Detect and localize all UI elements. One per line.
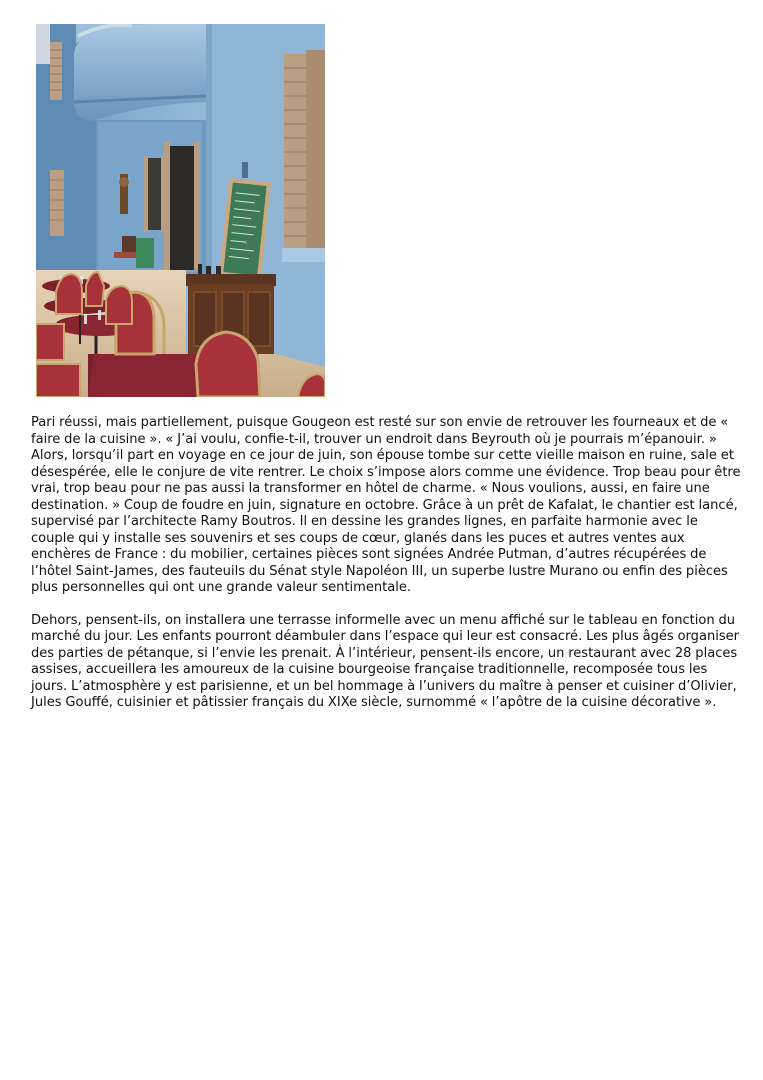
doorway <box>169 146 195 270</box>
article-body <box>31 415 741 712</box>
shutter-right-2 <box>306 50 325 250</box>
article-paragraph-2: Dehors, pensent-ils, on installera une terrasse informelle avec un menu affiché sur le tableau en fonction du marché du jour. Les enfants pourront déambuler dans l’espace qui leur est consacré. Les plus âgés organiser des parties de pétanque, si l’envie les prenait. À l’intérieur, pensent-ils encore, un restaurant avec 28 places assises, accueillera les amoureux de la cuisine bourgeoise française traditionnelle, recomposée tous les jours. L’atmosphère y est parisienne, et un bel hommage à l’univers du maître à penser et cuisiner d’Olivier, Jules Gouffé, cuisinier et pâtissier français du XIXe siècle, surnommé « l’apôtre de la cuisine décorative ». <box>31 612 740 710</box>
article-paragraph-1: Pari réussi, mais partiellement, puisque Gougeon est resté sur son envie de retrouver les fourneaux et de « faire de la cuisine ». « J’ai voulu, confie-t-il, trouver un endroit dans Beyrouth où je pourrais m’épanouir. » Alors, lorsqu’il part en voyage en ce jour de juin, son épouse tombe sur cette vieille maison en ruine, sale et désespérée, elle le conjure de vite rentrer. Le choix s’impose alors comme une évidence. Trop beau pour être vrai, trop beau pour ne pas aussi la transformer en hôtel de charme. « Nous voulions, aussi, en faire une destination. » Coup de foudre en juin, signature en octobre. Grâce à un prêt de Kafalat, le chantier est lancé, supervisé par l’architecte Ramy Boutros. Il en dessine les grandes lignes, en parfaite harmonie avec le couple qui y installe ses souvenirs et ses coups de cœur, glanés dans les puces et autres ventes aux enchères de France : du mobilier, certaines pièces sont signées Andrée Putman, d’autres récupérées de l’hôtel Saint-James, des fauteuils du Sénat style Napoléon III, un superbe lustre Murano ou enfin des pièces plus personnelles qui ont une grande valeur sentimentale. <box>31 415 741 595</box>
terrace-photo <box>36 24 325 397</box>
terrace-photo-illustration <box>36 24 325 397</box>
shutter-left-top <box>50 42 62 100</box>
